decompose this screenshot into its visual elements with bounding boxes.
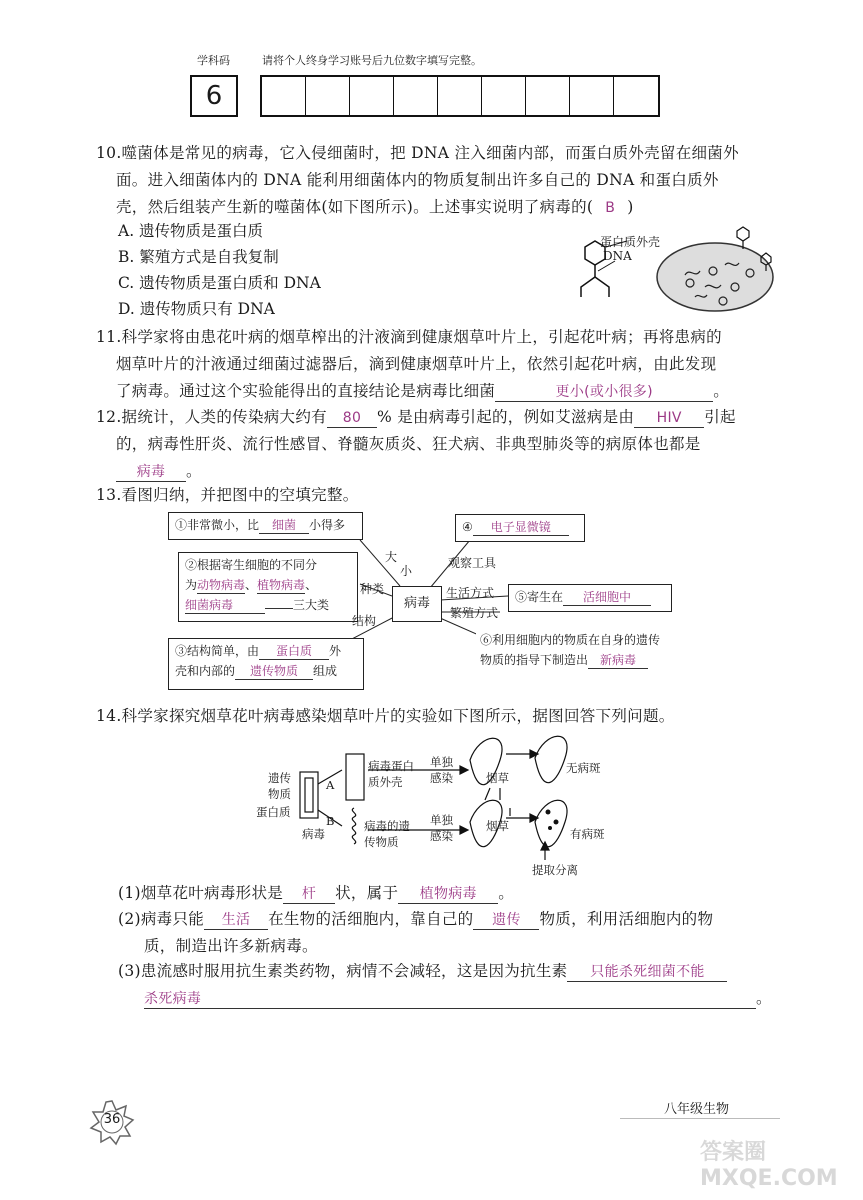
p3-line1 bbox=[118, 958, 798, 985]
p2-line2: 质，制造出许多新病毒。 bbox=[144, 937, 318, 955]
box3-line1 bbox=[175, 641, 357, 661]
label-dna: 病毒的遗 传物质 bbox=[364, 819, 410, 849]
box3-post: 组成 bbox=[313, 664, 338, 678]
q12-answer-3: 病毒 bbox=[116, 463, 186, 482]
option-a: A. 遗传物质是蛋白质 bbox=[118, 222, 264, 240]
q14-part-2 bbox=[118, 906, 798, 960]
page-number: 36 bbox=[103, 1112, 121, 1127]
q13-box-1 bbox=[168, 512, 363, 540]
label-shell: 病毒蛋白 质外壳 bbox=[368, 759, 414, 789]
box5-answer: 活细胞中 bbox=[563, 590, 651, 606]
box6-answer: 新病毒 bbox=[588, 653, 648, 669]
virus-core bbox=[305, 778, 313, 812]
box6-line2 bbox=[480, 650, 702, 670]
q12-part1: 12.据统计，人类的传染病大约有 bbox=[96, 408, 327, 426]
box6-pre: 物质的指导下制造出 bbox=[480, 653, 589, 667]
label-genetic-material: 遗传 物质 bbox=[268, 771, 291, 801]
box4-pre: ④ bbox=[462, 520, 473, 534]
protein-shell bbox=[346, 754, 364, 800]
q11-answer: 更小(或小很多) bbox=[495, 383, 713, 402]
box1-post: 小得多 bbox=[309, 518, 346, 532]
box6-line1: ⑥利用细胞内的物质在自身的遗传 bbox=[480, 633, 661, 647]
q11-end: 。 bbox=[713, 382, 730, 400]
box3-line2 bbox=[175, 661, 357, 681]
p1-pre: (1)烟草花叶病毒形状是 bbox=[118, 884, 284, 902]
label-tobacco-1: 烟草 bbox=[486, 771, 509, 785]
q10-line2: 面。进入细菌体内的 DNA 能利用细菌体内的物质复制出许多自己的 DNA 和蛋白质外 bbox=[116, 171, 719, 189]
p2-pre: (2)病毒只能 bbox=[118, 910, 205, 928]
edge-label-tool: 观察工具 bbox=[448, 556, 497, 570]
q13-box-5 bbox=[508, 584, 672, 612]
q11-stem: 了病毒。通过这个实验能得出的直接结论是病毒比细菌 bbox=[116, 382, 496, 400]
q14-part-1 bbox=[118, 880, 514, 907]
p3-answer-2: 杀死病毒 bbox=[144, 990, 756, 1009]
label-no-spot: 无病斑 bbox=[566, 761, 601, 775]
label-extract: 提取分离 bbox=[532, 863, 578, 877]
subject-code-digit: 6 bbox=[205, 81, 223, 111]
p2-mid: 在生物的活细胞内，靠自己的 bbox=[268, 910, 474, 928]
p2-line1 bbox=[118, 906, 798, 933]
q12-part2: % 是由病毒引起的，例如艾滋病是由 bbox=[376, 408, 635, 426]
q14-part-3 bbox=[118, 958, 798, 1012]
q12-end: 。 bbox=[186, 462, 202, 480]
box2-sep2: 、 bbox=[305, 578, 318, 592]
subject-code-label: 学科码 bbox=[197, 54, 230, 67]
label-tobacco-2: 烟草 bbox=[486, 819, 509, 833]
option-b: B. 繁殖方式是自我复制 bbox=[118, 248, 279, 266]
box2-post: 三大类 bbox=[293, 598, 330, 612]
p1-mid: 状，属于 bbox=[335, 884, 399, 902]
box5-pre: ⑤寄生在 bbox=[515, 590, 564, 604]
label-b: B bbox=[326, 814, 335, 828]
label-virus: 病毒 bbox=[302, 827, 325, 841]
p3-answer-1: 只能杀死细菌不能 bbox=[567, 963, 727, 982]
edge-label-size-a: 大 bbox=[385, 550, 398, 564]
q13-box-3 bbox=[168, 638, 364, 690]
option-c: C. 遗传物质是蛋白质和 DNA bbox=[118, 274, 321, 292]
q13-box-2 bbox=[178, 552, 358, 622]
footer-rule bbox=[620, 1118, 780, 1119]
p3-end: 。 bbox=[756, 989, 772, 1007]
q13-box-4 bbox=[455, 514, 585, 542]
footer-book-title: 八年级生物 bbox=[664, 1102, 730, 1117]
box4-answer: 电子显微镜 bbox=[473, 520, 569, 536]
p3-line2 bbox=[118, 985, 798, 1012]
box2-line1: ②根据寄生细胞的不同分 bbox=[185, 558, 318, 572]
box2-answer-1: 动物病毒 bbox=[197, 578, 246, 592]
edge-label-size-b: 小 bbox=[400, 564, 413, 578]
q14-experiment-figure bbox=[260, 730, 630, 880]
edge-label-kind: 种类 bbox=[360, 582, 385, 596]
q13-title: 13.看图归纳，并把图中的空填完整。 bbox=[96, 486, 359, 504]
box1-pre: ①非常微小，比 bbox=[175, 518, 260, 532]
box1-answer: 细菌 bbox=[259, 518, 309, 534]
account-instruction: 请将个人终身学习账号后九位数字填写完整。 bbox=[262, 54, 482, 67]
q10-close: ) bbox=[627, 198, 634, 216]
label-single-1: 单独 感染 bbox=[430, 755, 453, 785]
option-d: D. 遗传物质只有 DNA bbox=[118, 300, 275, 318]
box3-answer-2: 遗传物质 bbox=[235, 664, 313, 680]
label-single-2: 单独 感染 bbox=[430, 813, 453, 843]
q12-part3: 引起 bbox=[704, 408, 736, 426]
p1-answer-2: 植物病毒 bbox=[398, 885, 498, 904]
q12-answer-2: HIV bbox=[634, 409, 704, 428]
box2-answer-3: 细菌病毒 bbox=[185, 598, 265, 614]
box3-answer-1: 蛋白质 bbox=[259, 644, 329, 660]
label-spot: 有病斑 bbox=[570, 827, 605, 841]
p1-answer-1: 杆 bbox=[283, 885, 335, 904]
edge-label-structure: 结构 bbox=[352, 614, 377, 628]
box2-sep: 、 bbox=[245, 578, 258, 592]
label-a: A bbox=[326, 778, 335, 792]
q14-title: 14.科学家探究烟草花叶病毒感染烟草叶片的实验如下图所示，据图回答下列问题。 bbox=[96, 707, 675, 725]
box3-mid: 外 bbox=[329, 644, 342, 658]
p2-answer-1: 生活 bbox=[204, 911, 268, 930]
q12-line2: 的，病毒性肝炎、流行性感冒、脊髓灰质炎、狂犬病、非典型肺炎等的病原体也都是 bbox=[116, 435, 701, 453]
edge-label-life: 生活方式 bbox=[446, 586, 495, 600]
figure-label-dna: DNA bbox=[603, 249, 632, 263]
p2-answer-2: 遗传 bbox=[473, 911, 539, 930]
figure-label-shell: 蛋白质外壳 bbox=[600, 235, 661, 249]
q10-answer: B bbox=[605, 200, 616, 216]
q11-line1: 11.科学家将由患花叶病的烟草榨出的汁液滴到健康烟草叶片上，引起花叶病；再将患病的 bbox=[96, 328, 722, 346]
p1-end: 。 bbox=[498, 884, 515, 902]
box3-pre: ③结构简单，由 bbox=[175, 644, 260, 658]
q10-line1: 10.噬菌体是常见的病毒，它入侵细菌时，把 DNA 注入细菌内部，而蛋白质外壳留在细菌外 bbox=[96, 144, 739, 162]
box2-pre: 为 bbox=[185, 578, 198, 592]
q13-center-box: 病毒 bbox=[392, 586, 442, 622]
p2-post: 物质，利用活细胞内的物 bbox=[539, 910, 714, 928]
box2-line3 bbox=[185, 595, 351, 615]
box2-answer-2: 植物病毒 bbox=[257, 578, 306, 592]
q11-line2: 烟草叶片的汁液通过细菌过滤器后，滴到健康烟草叶片上，依然引起花叶病，由此发现 bbox=[116, 355, 717, 373]
q10-stem: 壳，然后组装产生新的噬菌体(如下图所示)。上述事实说明了病毒的( bbox=[116, 198, 594, 216]
watermark: 答案圈 MXQE.COM bbox=[700, 1140, 838, 1191]
q12-answer-1: 80 bbox=[327, 409, 377, 428]
label-protein: 蛋白质 bbox=[256, 805, 291, 819]
p3-pre: (3)患流感时服用抗生素类药物，病情不会减轻，这是因为抗生素 bbox=[118, 962, 568, 980]
edge-label-repro: 繁殖方式 bbox=[450, 606, 499, 620]
box2-line2 bbox=[185, 575, 351, 595]
q13-box-6 bbox=[476, 630, 706, 680]
virus-outer bbox=[300, 772, 318, 818]
box3-l2pre: 壳和内部的 bbox=[175, 664, 236, 678]
